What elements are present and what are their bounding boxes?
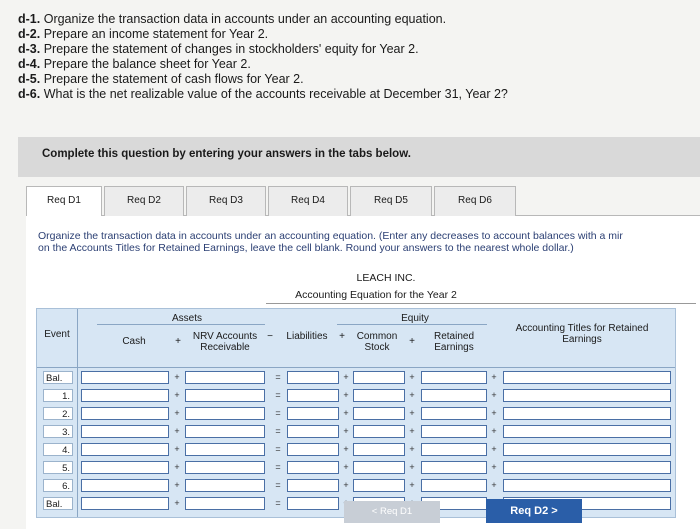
equity-header: Equity	[401, 313, 429, 324]
nrv-receivable-input[interactable]	[185, 371, 265, 384]
requirements-list	[18, 12, 688, 102]
company-name: LEACH INC.	[356, 272, 416, 284]
plus-sign: +	[174, 390, 180, 400]
plus-sign: +	[343, 408, 349, 418]
liabilities-input[interactable]	[287, 407, 339, 420]
event-label: 4.	[43, 443, 73, 456]
requirement-d3: d-3. Prepare the statement of changes in stockholders' equity for Year 2.	[18, 42, 419, 56]
plus-sign: +	[491, 372, 497, 382]
plus-sign: +	[174, 372, 180, 382]
common-stock-input[interactable]	[353, 371, 405, 384]
nrv-receivable-input[interactable]	[185, 479, 265, 492]
retained-earnings-header: Retained Earnings	[433, 331, 475, 353]
plus-sign: +	[343, 444, 349, 454]
assets-header: Assets	[171, 313, 202, 324]
equals-sign: =	[275, 444, 281, 454]
common-stock-input[interactable]	[353, 461, 405, 474]
nrv-receivable-input[interactable]	[185, 461, 265, 474]
nrv-receivable-input[interactable]	[185, 425, 265, 438]
header-plus-3: +	[409, 336, 415, 347]
common-stock-input[interactable]	[353, 389, 405, 402]
accounting-title-input[interactable]	[503, 461, 671, 474]
plus-sign: +	[174, 480, 180, 490]
equals-sign: =	[275, 498, 281, 508]
liabilities-input[interactable]	[287, 425, 339, 438]
event-label: Bal.	[43, 371, 73, 384]
plus-sign: +	[174, 408, 180, 418]
common-stock-header: Common Stock	[356, 331, 398, 353]
plus-sign: +	[409, 426, 415, 436]
liabilities-header: Liabilities	[286, 331, 328, 342]
tab-req-d3[interactable]: Req D3	[186, 186, 266, 216]
retained-earnings-input[interactable]	[421, 407, 487, 420]
liabilities-input[interactable]	[287, 497, 339, 510]
statement-title: Accounting Equation for the Year 2	[295, 289, 457, 301]
plus-sign: +	[491, 408, 497, 418]
common-stock-input[interactable]	[353, 479, 405, 492]
plus-sign: +	[491, 444, 497, 454]
liabilities-input[interactable]	[287, 443, 339, 456]
tab-req-d1[interactable]: Req D1	[26, 186, 102, 217]
plus-sign: +	[343, 480, 349, 490]
header-plus-2: +	[339, 331, 345, 342]
titles-header: Accounting Titles for Retained Earnings	[515, 323, 649, 345]
plus-sign: +	[409, 372, 415, 382]
accounting-title-input[interactable]	[503, 479, 671, 492]
req-d1-panel	[26, 216, 700, 529]
tab-req-d6[interactable]: Req D6	[434, 186, 516, 216]
plus-sign: +	[343, 372, 349, 382]
plus-sign: +	[491, 480, 497, 490]
plus-sign: +	[409, 390, 415, 400]
nrv-receivable-input[interactable]	[185, 407, 265, 420]
equals-sign: =	[275, 480, 281, 490]
accounting-equation-table	[36, 308, 676, 518]
plus-sign: +	[174, 426, 180, 436]
equals-sign: =	[275, 426, 281, 436]
accounting-title-input[interactable]	[503, 443, 671, 456]
header-minus: −	[267, 331, 273, 342]
cash-input[interactable]	[81, 443, 169, 456]
cash-input[interactable]	[81, 497, 169, 510]
accounting-title-input[interactable]	[503, 407, 671, 420]
equals-sign: =	[275, 390, 281, 400]
cash-input[interactable]	[81, 461, 169, 474]
tab-req-d2[interactable]: Req D2	[104, 186, 184, 216]
nrv-receivable-input[interactable]	[185, 443, 265, 456]
common-stock-input[interactable]	[353, 425, 405, 438]
plus-sign: +	[409, 444, 415, 454]
requirement-d2: d-2. Prepare an income statement for Year 2.	[18, 27, 269, 41]
liabilities-input[interactable]	[287, 479, 339, 492]
plus-sign: +	[343, 462, 349, 472]
requirement-d4: d-4. Prepare the balance sheet for Year 2.	[18, 57, 251, 71]
event-label: 1.	[43, 389, 73, 402]
cash-header: Cash	[122, 336, 146, 347]
plus-sign: +	[174, 498, 180, 508]
retained-earnings-input[interactable]	[421, 389, 487, 402]
equals-sign: =	[275, 408, 281, 418]
cash-input[interactable]	[81, 407, 169, 420]
accounting-title-input[interactable]	[503, 371, 671, 384]
tab-req-d4[interactable]: Req D4	[268, 186, 348, 216]
equity-underline	[337, 324, 487, 325]
nrv-header: NRV Accounts Receivable	[192, 331, 258, 353]
cash-input[interactable]	[81, 479, 169, 492]
next-req-button[interactable]: Req D2 >	[486, 499, 582, 523]
liabilities-input[interactable]	[287, 461, 339, 474]
tab-req-d5[interactable]: Req D5	[350, 186, 432, 216]
instructions-band	[18, 137, 700, 177]
accounting-title-input[interactable]	[503, 425, 671, 438]
event-label: 3.	[43, 425, 73, 438]
event-label: 2.	[43, 407, 73, 420]
requirement-d5: d-5. Prepare the statement of cash flows for Year 2.	[18, 72, 304, 86]
instructions-text: Complete this question by entering your answers in the tabs below.	[42, 148, 411, 160]
cash-input[interactable]	[81, 389, 169, 402]
plus-sign: +	[343, 390, 349, 400]
header-plus-1: +	[175, 336, 181, 347]
retained-earnings-input[interactable]	[421, 443, 487, 456]
nrv-receivable-input[interactable]	[185, 497, 265, 510]
nrv-receivable-input[interactable]	[185, 389, 265, 402]
cash-input[interactable]	[81, 425, 169, 438]
plus-sign: +	[491, 462, 497, 472]
retained-earnings-input[interactable]	[421, 371, 487, 384]
plus-sign: +	[343, 426, 349, 436]
cash-input[interactable]	[81, 371, 169, 384]
requirement-d6: d-6. What is the net realizable value of the accounts receivable at December 31, Year 2?	[18, 87, 508, 101]
event-label: 5.	[43, 461, 73, 474]
liabilities-input[interactable]	[287, 389, 339, 402]
event-label: Bal.	[43, 497, 73, 510]
retained-earnings-input[interactable]	[421, 425, 487, 438]
plus-sign: +	[491, 390, 497, 400]
header-divider	[37, 367, 675, 368]
common-stock-input[interactable]	[353, 407, 405, 420]
plus-sign: +	[409, 462, 415, 472]
assets-underline	[97, 324, 265, 325]
retained-earnings-input[interactable]	[421, 461, 487, 474]
plus-sign: +	[409, 480, 415, 490]
event-label: 6.	[43, 479, 73, 492]
requirement-d1: d-1. Organize the transaction data in accounts under an accounting equation.	[18, 12, 447, 26]
retained-earnings-input[interactable]	[421, 479, 487, 492]
event-column-divider	[77, 309, 78, 517]
plus-sign: +	[174, 462, 180, 472]
plus-sign: +	[491, 426, 497, 436]
liabilities-input[interactable]	[287, 371, 339, 384]
panel-instructions: Organize the transaction data in accounts under an accounting equation. (Enter any decreases to account balances with a mir on the Accounts Titles for Retained Earnings, leave the cell blank. Round your answers to the nearest whole dollar.)	[38, 230, 623, 254]
equals-sign: =	[275, 462, 281, 472]
plus-sign: +	[409, 408, 415, 418]
common-stock-input[interactable]	[353, 443, 405, 456]
tab-bar	[26, 186, 700, 216]
prev-req-button[interactable]: < Req D1	[344, 501, 440, 523]
accounting-title-input[interactable]	[503, 389, 671, 402]
equals-sign: =	[275, 372, 281, 382]
event-header: Event	[44, 329, 70, 340]
plus-sign: +	[174, 444, 180, 454]
title-divider	[266, 303, 696, 304]
